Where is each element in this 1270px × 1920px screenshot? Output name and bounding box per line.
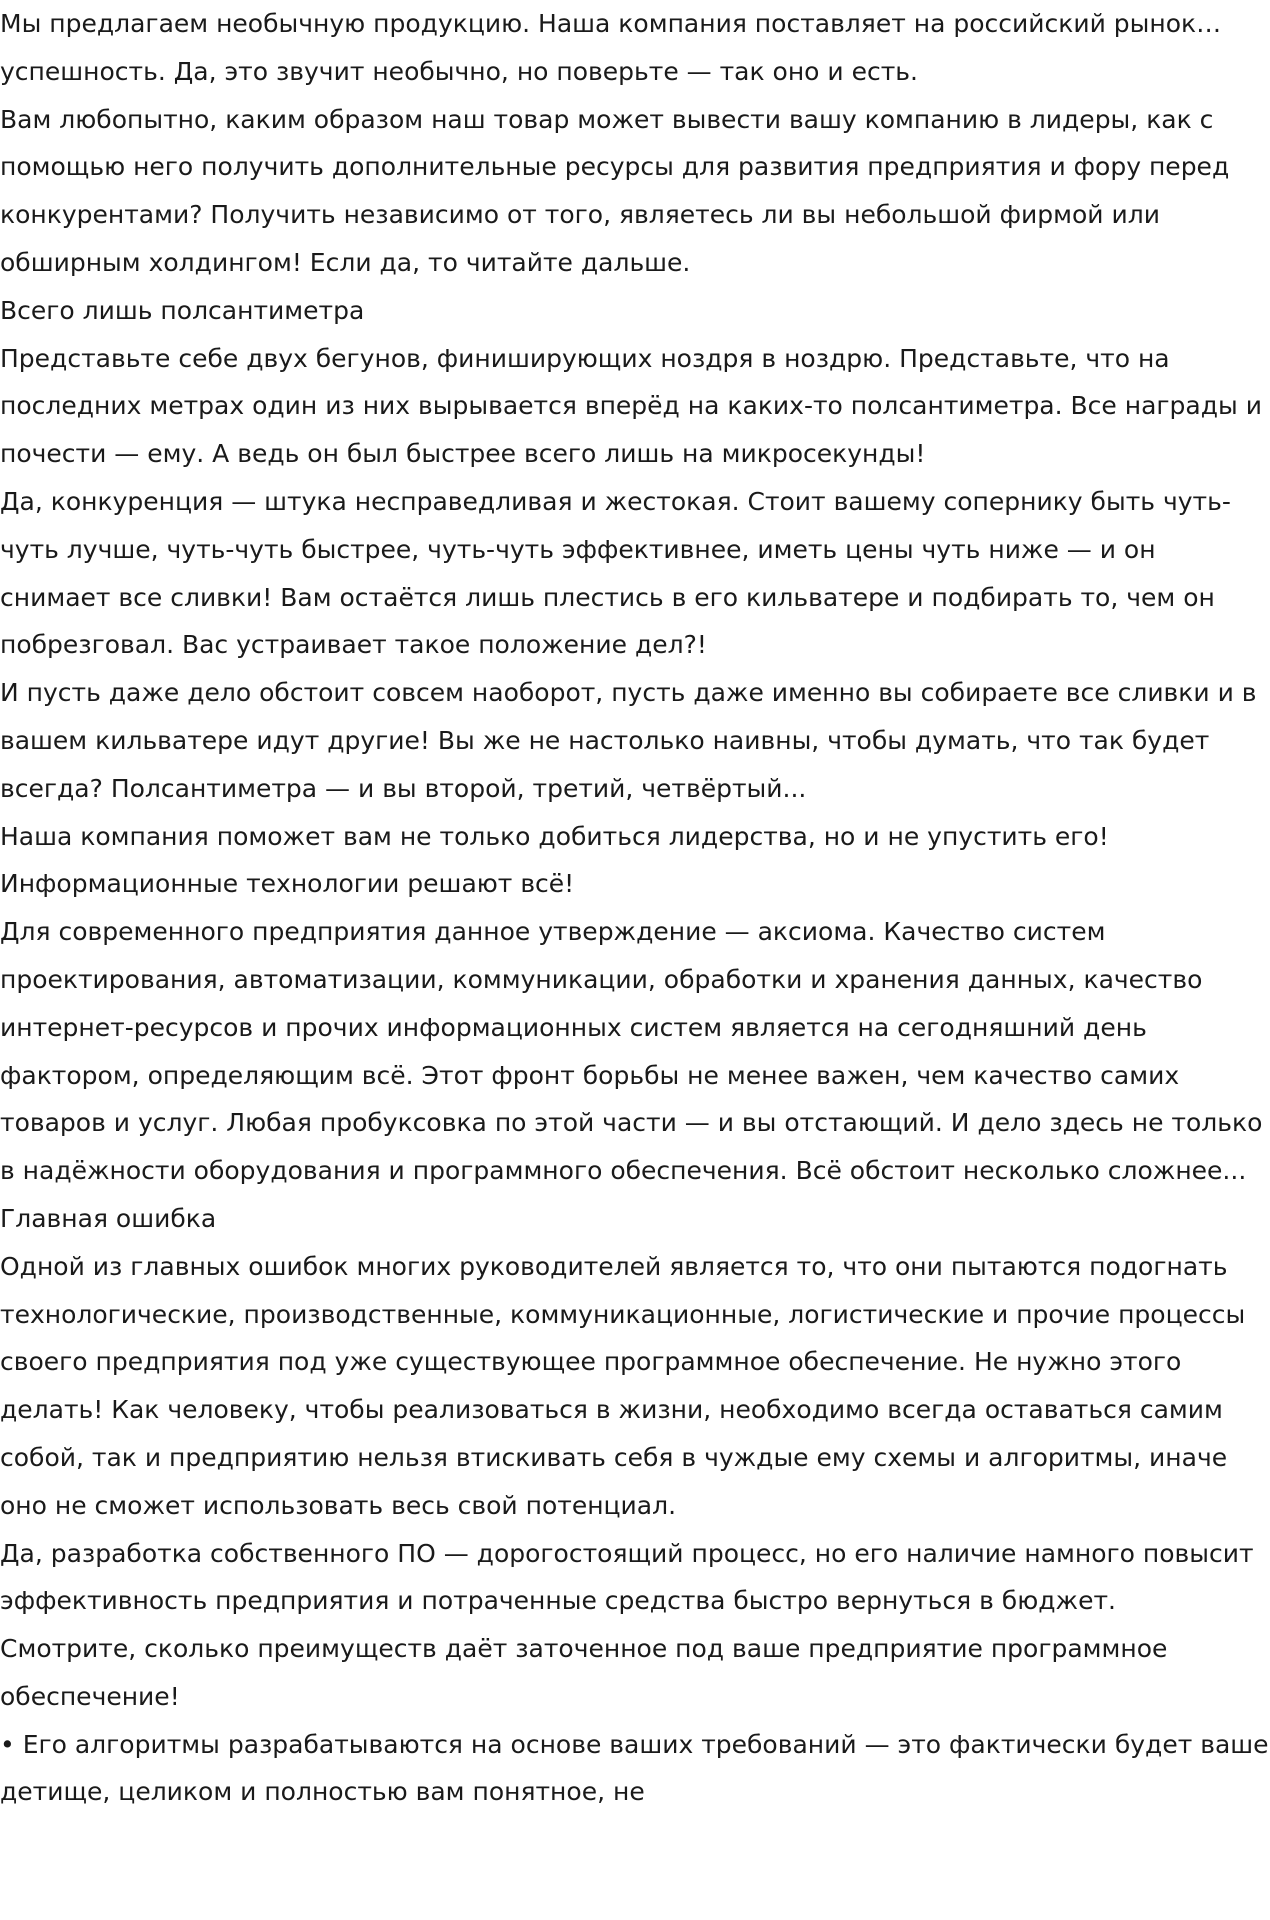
bullet-item-1: • Его алгоритмы разрабатываются на основе ваших требований — это фактически будет ваше детище, целиком и полностью вам понятное, не [0,1729,1269,1807]
paragraph-look: Смотрите, сколько преимуществ даёт заточенное под ваше предприятие программное обеспечение! [0,1634,1168,1711]
paragraph-competition: Да, конкуренция — штука несправедливая и жестокая. Стоит вашему сопернику быть чуть-чуть лучше, чуть-чуть быстрее, чуть-чуть эффективнее, иметь цены чуть ниже — и он снимает все сливки! Вам остаётся лишь плестись в его кильватере и подбирать то, чем он побрезговал. Вас устраивает такое положение дел?! [0,486,1231,660]
paragraph-mistake: Одной из главных ошибок многих руководителей является то, что они пытаются подогнать технологические, производственные, коммуникационные, логистические и прочие процессы своего предприятия под уже существующее программное обеспечение. Не нужно этого делать! Как человеку, чтобы реализоваться в жизни, необходимо всегда оставаться самим собой, так и предприятию нельзя втискивать себя в чуждые ему схемы и алгоритмы, иначе оно не сможет использовать весь свой потенциал. [0,1251,1246,1520]
paragraph-development: Да, разработка собственного ПО — дорогостоящий процесс, но его наличие намного повысит эффективность предприятия и потраченные средства быстро вернуться в бюджет. [0,1538,1254,1616]
paragraph-modern: Для современного предприятия данное утверждение — аксиома. Качество систем проектирования, автоматизации, коммуникации, обработки и хранения данных, качество интернет-ресурсов и прочих информационных систем является на сегодняшний день фактором, определяющим всё. Этот фронт борьбы не менее важен, чем качество самих товаров и услуг. Любая пробуксовка по этой части — и вы отстающий. И дело здесь не только в надёжности оборудования и программного обеспечения. Всё обстоит несколько сложнее... [0,917,1263,1186]
heading-it: Информационные технологии решают всё! [0,869,575,899]
paragraph-curious: Вам любопытно, каким образом наш товар может вывести вашу компанию в лидеры, как с помощью него получить дополнительные ресурсы для развития предприятия и фору перед конкурентами? Получить независимо от того, являетесь ли вы небольшой фирмой или обширным холдингом! Если да, то читайте дальше. [0,104,1230,277]
paragraph-even-if: И пусть даже дело обстоит совсем наоборот, пусть даже именно вы собираете все сливки и в вашем кильватере идут другие! Вы же не настолько наивны, чтобы думать, что так будет всегда? Полсантиметра — и вы второй, третий, четвёртый... [0,678,1257,803]
heading-half-centimeter: Всего лишь полсантиметра [0,295,365,325]
paragraph-runners: Представьте себе двух бегунов, финиширующих ноздря в ноздрю. Представьте, что на последних метрах один из них вырывается вперёд на каких-то полсантиметра. Все награды и почести — ему. А ведь он был быстрее всего лишь на микросекунды! [0,343,1262,469]
intro-line-1: Мы предлагаем необычную продукцию. Наша компания поставляет на российский рынок… [0,9,1222,38]
heading-main-mistake: Главная ошибка [0,1203,217,1233]
paragraph-help: Наша компания поможет вам не только добиться лидерства, но и не упустить его! [0,821,1109,851]
intro-line-2: успешность. Да, это звучит необычно, но поверьте — так оно и есть. [0,56,918,86]
